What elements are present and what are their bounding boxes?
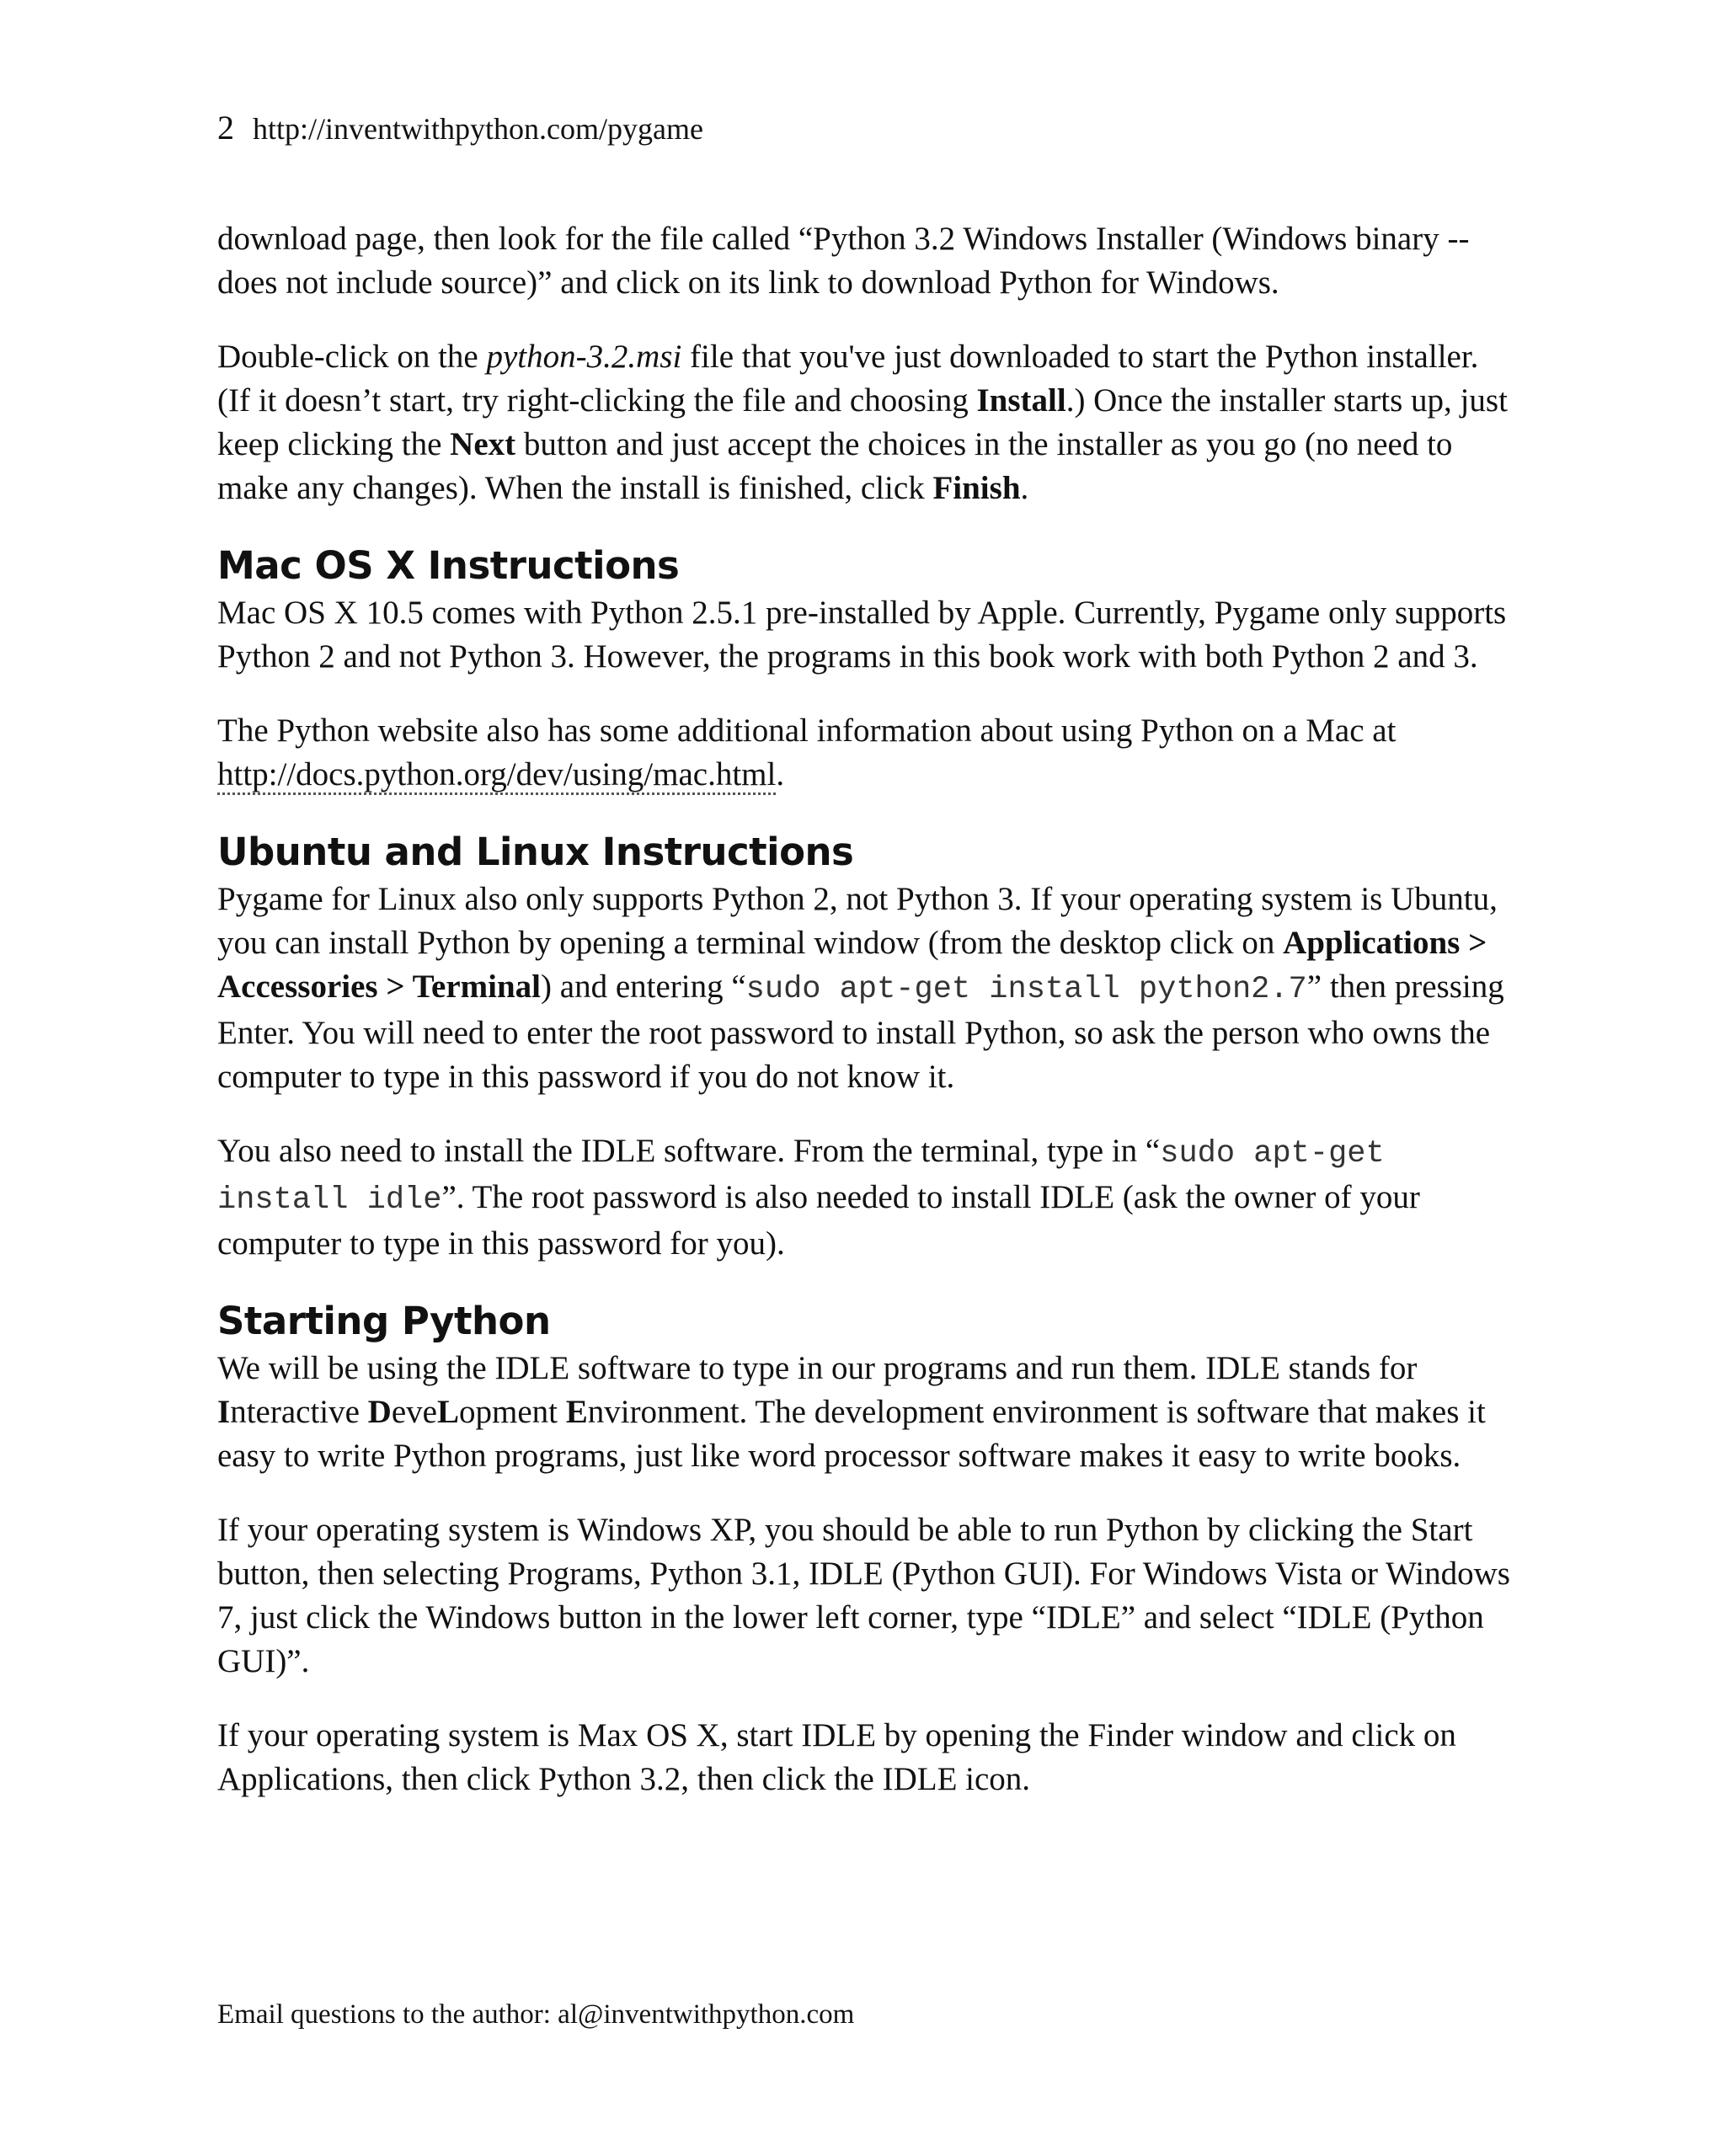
heading-linux-instructions: Ubuntu and Linux Instructions xyxy=(217,830,854,874)
paragraph-text: The Python website also has some additional information about using Python on a Mac at xyxy=(217,712,1397,749)
paragraph-mac-website xyxy=(217,709,1514,797)
paragraph-text: Double-click on the xyxy=(217,339,487,375)
apt-install-idle-command: sudo apt-get install idle xyxy=(217,1136,1385,1218)
page-footer: Email questions to the author: al@inventwithpython.com xyxy=(217,1999,855,2030)
paragraph-text: ” then pressing Enter. You will need to enter the root password to install Python, so ask the person who owns the computer to type in this password if you do not know it. xyxy=(217,969,1504,1095)
paragraph-text: Mac OS X 10.5 comes with Python 2.5.1 pre-installed by Apple. Currently, Pygame only supports Python 2 and not Python 3. However, the programs in this book work with both Python 2 and 3. xyxy=(217,595,1507,675)
paragraph-text: nvironment. The development environment is software that makes it easy to write Python programs, just like word processor software makes it easy to write books. xyxy=(217,1394,1486,1474)
paragraph-text: button and just accept the choices in the installer as you go (no need to make any changes). When the install is finished, click xyxy=(217,426,1453,506)
paragraph-text: .) Once the installer starts up, just keep clicking the xyxy=(217,382,1508,462)
mac-docs-link[interactable]: http://docs.python.org/dev/using/mac.html xyxy=(217,756,776,795)
paragraph-text: We will be using the IDLE software to type in our programs and run them. IDLE stands for xyxy=(217,1350,1418,1386)
paragraph-text: . xyxy=(1020,470,1029,506)
paragraph-text: Pygame for Linux also only supports Python 2, not Python 3. If your operating system is Ubuntu, you can install Python by opening a terminal window (from the desktop click on xyxy=(217,881,1498,961)
menu-path: Applications > Accessories > Terminal xyxy=(217,925,1487,1005)
paragraph-text: file that you've just downloaded to start the Python installer. (If it doesn’t start, try right-clicking the file and choosing xyxy=(217,339,1479,419)
install-term: Install xyxy=(976,382,1066,419)
paragraph-text: You also need to install the IDLE software. From the terminal, type in “ xyxy=(217,1133,1161,1169)
installer-filename: python-3.2.msi xyxy=(486,339,682,375)
next-term: Next xyxy=(450,426,516,462)
paragraph-mac-start xyxy=(217,1714,1514,1801)
paragraph-linux-idle xyxy=(217,1129,1514,1266)
paragraph-linux-python xyxy=(217,878,1514,1099)
apt-install-python-command: sudo apt-get install python2.7 xyxy=(745,972,1307,1007)
paragraph-windows-download xyxy=(217,217,1514,305)
paragraph-windows-install xyxy=(217,335,1514,510)
page-content xyxy=(217,217,1514,1832)
paragraph-text: opment xyxy=(458,1394,566,1430)
paragraph-text: ”. The root password is also needed to install IDLE (ask the owner of your computer to type in this password for you). xyxy=(217,1179,1420,1262)
paragraph-mac-python xyxy=(217,591,1514,679)
paragraph-windows-start xyxy=(217,1508,1514,1684)
paragraph-idle-description xyxy=(217,1347,1514,1478)
page-number: 2 xyxy=(217,109,234,147)
paragraph-text: download page, then look for the file called “Python 3.2 Windows Installer (Windows binary -- does not include source)” and click on its link to download Python for Windows. xyxy=(217,221,1470,301)
acronym-letter: E xyxy=(565,1394,588,1430)
heading-starting-python: Starting Python xyxy=(217,1299,551,1343)
paragraph-text: If your operating system is Windows XP, you should be able to run Python by clicking the Start button, then selecting Programs, Python 3.1, IDLE (Python GUI). For Windows Vista or Windows 7, just click the Windows button in the lower left corner, type “IDLE” and select “IDLE (Python GUI)”. xyxy=(217,1512,1510,1679)
paragraph-text: If your operating system is Max OS X, start IDLE by opening the Finder window and click on Applications, then click Python 3.2, then click the IDLE icon. xyxy=(217,1717,1456,1797)
paragraph-text: . xyxy=(776,756,785,792)
acronym-letter: I xyxy=(217,1394,231,1430)
page-header xyxy=(217,108,703,149)
heading-mac-instructions: Mac OS X Instructions xyxy=(217,543,680,588)
header-url: http://inventwithpython.com/pygame xyxy=(253,112,703,146)
acronym-letter: L xyxy=(436,1394,459,1430)
paragraph-text: ) and entering “ xyxy=(541,969,746,1005)
paragraph-text: eve xyxy=(391,1394,437,1430)
acronym-letter: D xyxy=(367,1394,392,1430)
paragraph-text: nteractive xyxy=(230,1394,368,1430)
finish-term: Finish xyxy=(932,470,1021,506)
